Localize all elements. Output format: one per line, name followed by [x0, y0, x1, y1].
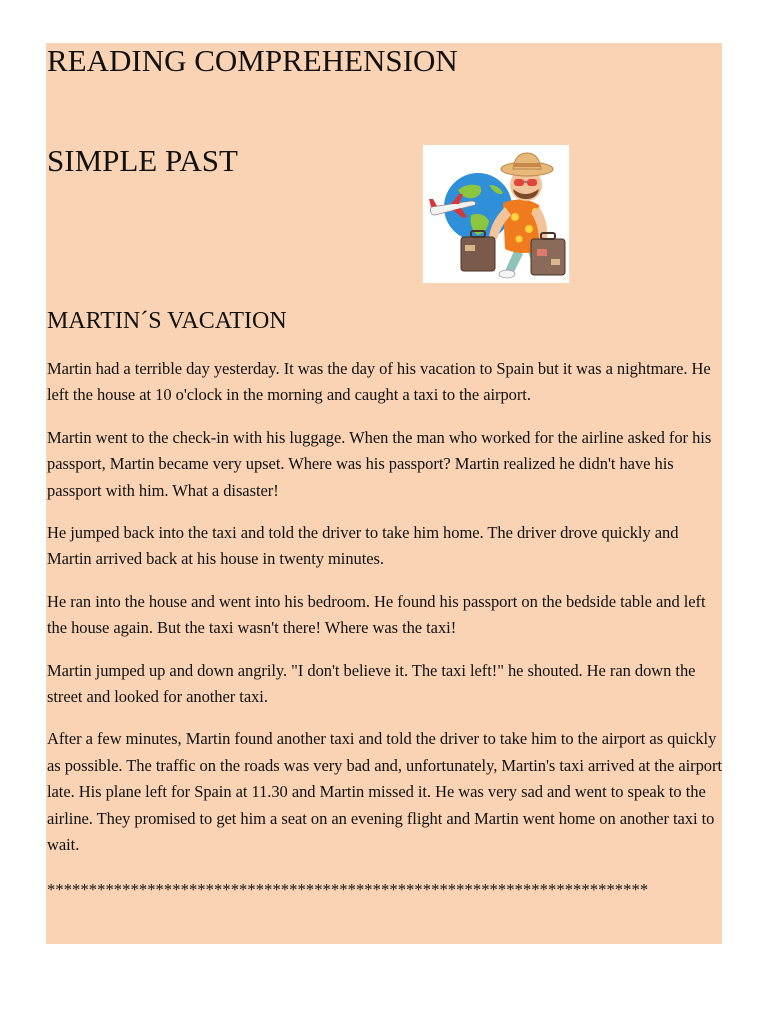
paragraph-3: He jumped back into the taxi and told the driver to take him home. The driver drove quickly and Martin arrived back at his house in twenty minutes.: [47, 523, 679, 569]
page-title: READING COMPREHENSION: [47, 43, 458, 78]
story-text: [47, 356, 723, 875]
paragraph-6: After a few minutes, Martin found another taxi and told the driver to take him to the airport as quickly as possible. The traffic on the roads was very bad and, unfortunately, Martin's taxi arrived at the airport late. His plane left for Spain at 11.30 and Martin missed it. He was very sad and went to speak to the airline. They promised to get him a seat on an evening flight and Martin went home on another taxi to wait.: [47, 729, 722, 855]
traveler-with-suitcases-icon: [423, 145, 569, 283]
paragraph-1: Martin had a terrible day yesterday. It was the day of his vacation to Spain but it was a nightmare. He left the house at 10 o'clock in the morning and caught a taxi to the airport.: [47, 359, 711, 405]
page-subtitle: SIMPLE PAST: [47, 143, 238, 178]
worksheet-page: [46, 43, 722, 944]
paragraph-2: Martin went to the check-in with his luggage. When the man who worked for the airline asked for his passport, Martin became very upset. Where was his passport? Martin realized he didn't have his passport with him. What a disaster!: [47, 427, 712, 500]
separator-line: ************************************************************************: [47, 880, 649, 899]
paragraph-5: Martin jumped up and down angrily. "I don't believe it. The taxi left!" he shouted. He ran down the street and looked for another taxi.: [47, 660, 696, 707]
paragraph-4: He ran into the house and went into his bedroom. He found his passport on the bedside table and left the house again. But the taxi wasn't there! Where was the taxi!: [47, 591, 706, 638]
story-title: MARTIN´S VACATION: [47, 308, 287, 334]
